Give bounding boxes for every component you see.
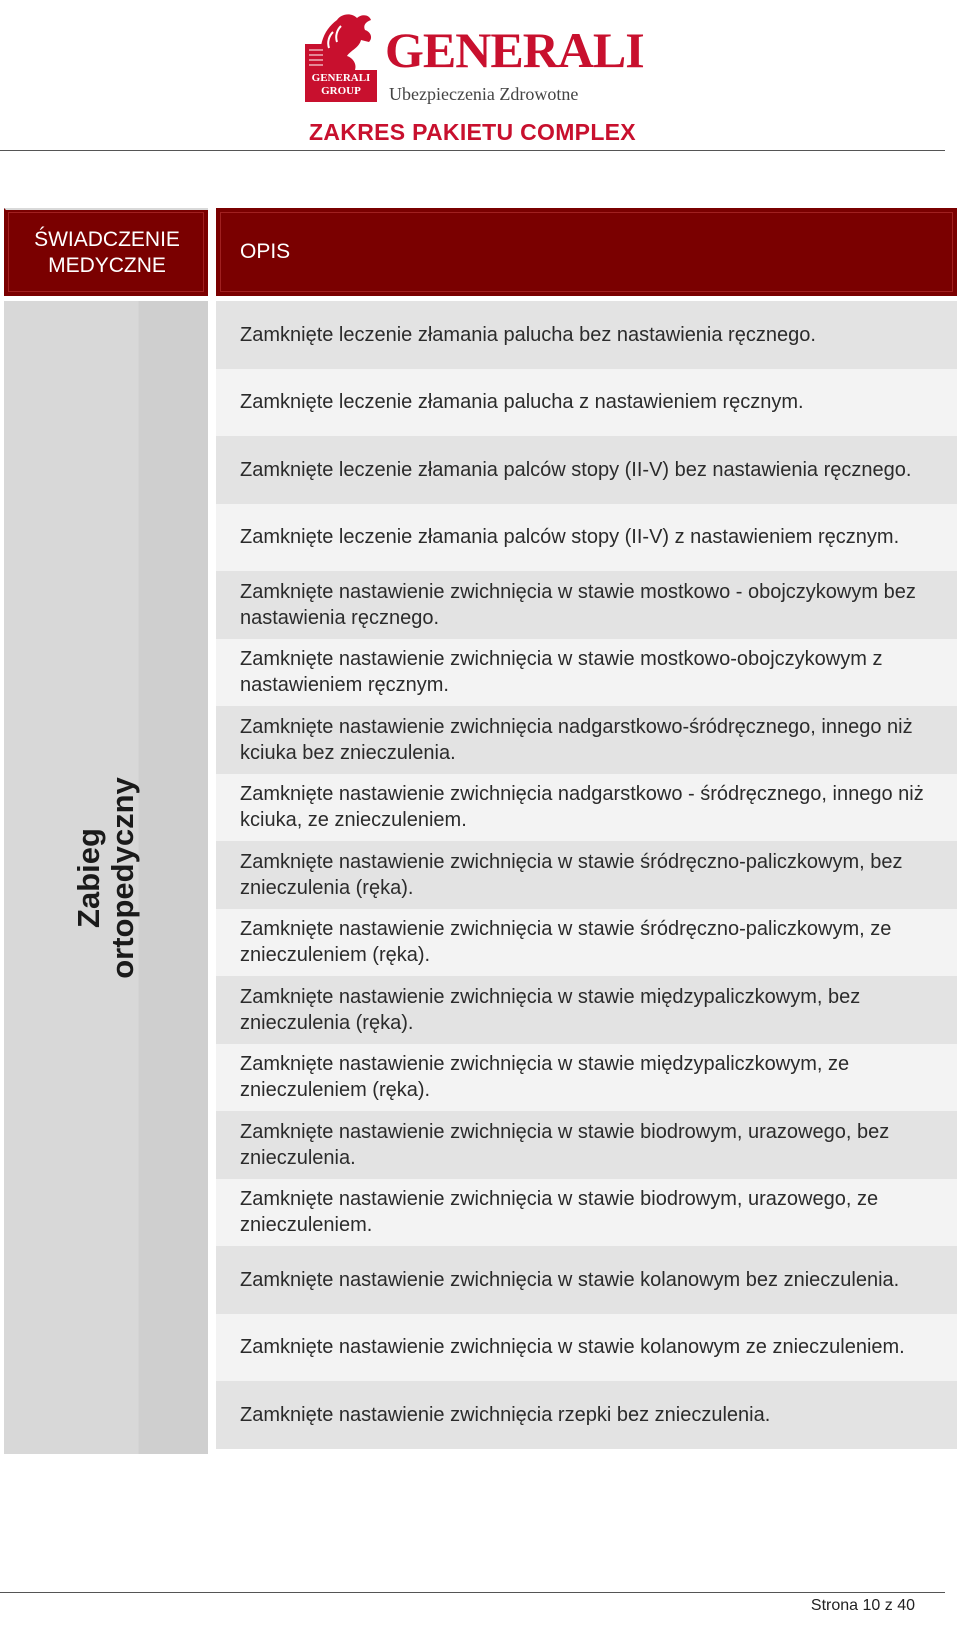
table-row: Zamknięte nastawienie zwichnięcia rzepki bez znieczulenia.	[216, 1381, 957, 1449]
table-row: Zamknięte leczenie złamania palucha z nastawieniem ręcznym.	[216, 369, 957, 437]
benefits-table	[4, 208, 957, 1454]
column-header-description: OPIS	[216, 208, 957, 296]
category-cell	[4, 301, 208, 1454]
seal-text: GENERALI GROUP	[311, 72, 371, 97]
footer-divider	[0, 1592, 945, 1593]
table-row: Zamknięte nastawienie zwichnięcia w stawie śródręczno-paliczkowym, ze znieczuleniem (ręka).	[216, 909, 957, 977]
category-label-line2: ortopedyczny	[105, 776, 140, 979]
table-row: Zamknięte nastawienie zwichnięcia nadgarstkowo-śródręcznego, innego niż kciuka bez znieczulenia.	[216, 706, 957, 774]
brand-subtitle: Ubezpieczenia Zdrowotne	[389, 84, 579, 104]
page-number: Strona 10 z 40	[810, 1597, 915, 1614]
table-row: Zamknięte nastawienie zwichnięcia nadgarstkowo - śródręcznego, innego niż kciuka, ze znieczuleniem.	[216, 774, 957, 842]
generali-logo	[305, 10, 644, 110]
page-title: ZAKRES PAKIETU COMPLEX	[309, 119, 636, 145]
column-header-benefit: ŚWIADCZENIE MEDYCZNE	[4, 208, 208, 296]
category-label-line1: Zabieg	[71, 827, 106, 928]
table-row: Zamknięte nastawienie zwichnięcia w stawie kolanowym ze znieczuleniem.	[216, 1314, 957, 1382]
table-row: Zamknięte nastawienie zwichnięcia w stawie biodrowym, urazowego, ze znieczuleniem.	[216, 1179, 957, 1247]
table-header	[4, 208, 957, 298]
table-row: Zamknięte nastawienie zwichnięcia w stawie kolanowym bez znieczulenia.	[216, 1246, 957, 1314]
category-label	[72, 777, 140, 979]
table-body	[4, 301, 957, 1454]
title-divider	[0, 150, 945, 151]
table-row: Zamknięte nastawienie zwichnięcia w stawie śródręczno-paliczkowym, bez znieczulenia (ręka).	[216, 841, 957, 909]
table-row: Zamknięte nastawienie zwichnięcia w stawie międzypaliczkowym, ze znieczuleniem (ręka).	[216, 1044, 957, 1112]
table-row: Zamknięte nastawienie zwichnięcia w stawie międzypaliczkowym, bez znieczulenia (ręka).	[216, 976, 957, 1044]
table-row: Zamknięte leczenie złamania palców stopy (II-V) bez nastawienia ręcznego.	[216, 436, 957, 504]
table-row: Zamknięte nastawienie zwichnięcia w stawie biodrowym, urazowego, bez znieczulenia.	[216, 1111, 957, 1179]
brand-name: GENERALI	[385, 22, 644, 78]
description-column	[216, 301, 957, 1454]
table-row: Zamknięte nastawienie zwichnięcia w stawie mostkowo-obojczykowym z nastawieniem ręcznym.	[216, 639, 957, 707]
table-row: Zamknięte nastawienie zwichnięcia w stawie mostkowo - obojczykowym bez nastawienia ręcznego.	[216, 571, 957, 639]
table-row: Zamknięte leczenie złamania palców stopy (II-V) z nastawieniem ręcznym.	[216, 504, 957, 572]
table-row: Zamknięte leczenie złamania palucha bez nastawienia ręcznego.	[216, 301, 957, 369]
